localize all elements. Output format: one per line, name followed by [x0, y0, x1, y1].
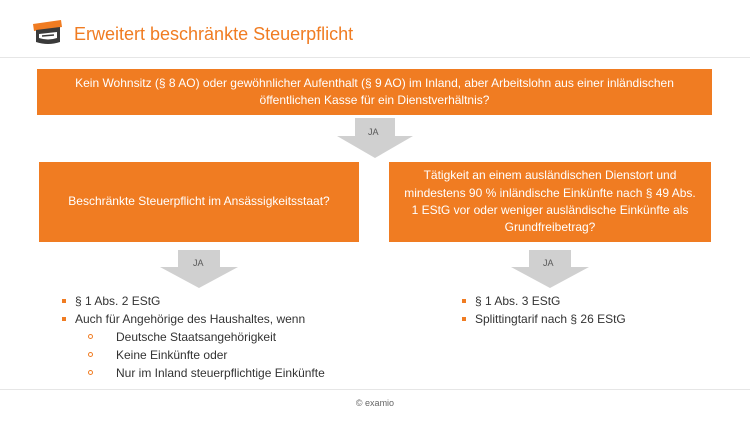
question-box-residence [37, 69, 712, 115]
bullet-circle-icon [88, 370, 93, 375]
bullet-square-icon [462, 299, 466, 303]
bullet-circle-icon [88, 334, 93, 339]
list-subitem-text: Deutsche Staatsangehörigkeit [116, 330, 277, 344]
list-item-text: § 1 Abs. 2 EStG [75, 294, 161, 308]
right-result-list [462, 292, 626, 328]
list-subitem [62, 364, 325, 382]
list-item-text: Splittingtarif nach § 26 EStG [475, 312, 626, 326]
left-result-list [62, 292, 325, 382]
bullet-square-icon [462, 317, 466, 321]
list-item-text: § 1 Abs. 3 EStG [475, 294, 561, 308]
down-arrow-icon [511, 250, 589, 288]
list-item [462, 310, 626, 328]
footer-divider [0, 389, 750, 390]
header [0, 0, 750, 58]
list-item [62, 292, 325, 310]
question-line: öffentlichen Kasse für ein Dienstverhältnis? [259, 93, 490, 107]
list-item [62, 310, 325, 328]
page-title: Erweitert beschränkte Steuerpflicht [74, 24, 354, 44]
header-divider [0, 57, 750, 58]
list-item [462, 292, 626, 310]
bullet-square-icon [62, 317, 66, 321]
list-item-text: Auch für Angehörige des Haushaltes, wenn [75, 312, 306, 326]
arrow-label-yes: JA [368, 127, 379, 137]
question-box-foreign-workplace [389, 162, 711, 242]
down-arrow-icon [160, 250, 238, 288]
list-subitem-text: Nur im Inland steuerpflichtige Einkünfte [116, 366, 325, 380]
arrow-label-yes: JA [543, 258, 554, 268]
question-line: Tätigkeit an einem ausländischen Dienstort und [423, 168, 677, 183]
list-subitem-text: Keine Einkünfte oder [116, 348, 228, 362]
footer-copyright: © examio [355, 398, 395, 408]
down-arrow-icon [337, 118, 413, 158]
bullet-circle-icon [88, 352, 93, 357]
arrow-label-yes: JA [193, 258, 204, 268]
list-subitem [62, 346, 325, 364]
question-line: Kein Wohnsitz (§ 8 AO) oder gewöhnlicher Aufenthalt (§ 9 AO) im Inland, aber Arbeitslohn aus einer inländischen [75, 75, 674, 90]
list-subitem [62, 328, 325, 346]
question-line: 1 EStG vor oder weniger ausländische Einkünfte als [411, 203, 689, 217]
question-box-limited-liability [39, 162, 359, 242]
examio-logo-icon [30, 18, 64, 50]
question-line: mindestens 90 % inländische Einkünfte nach § 49 Abs. [404, 185, 696, 200]
question-text: Beschränkte Steuerpflicht im Ansässigkeitsstaat? [68, 194, 330, 209]
bullet-square-icon [62, 299, 66, 303]
question-line: Grundfreibetrag? [504, 220, 596, 235]
